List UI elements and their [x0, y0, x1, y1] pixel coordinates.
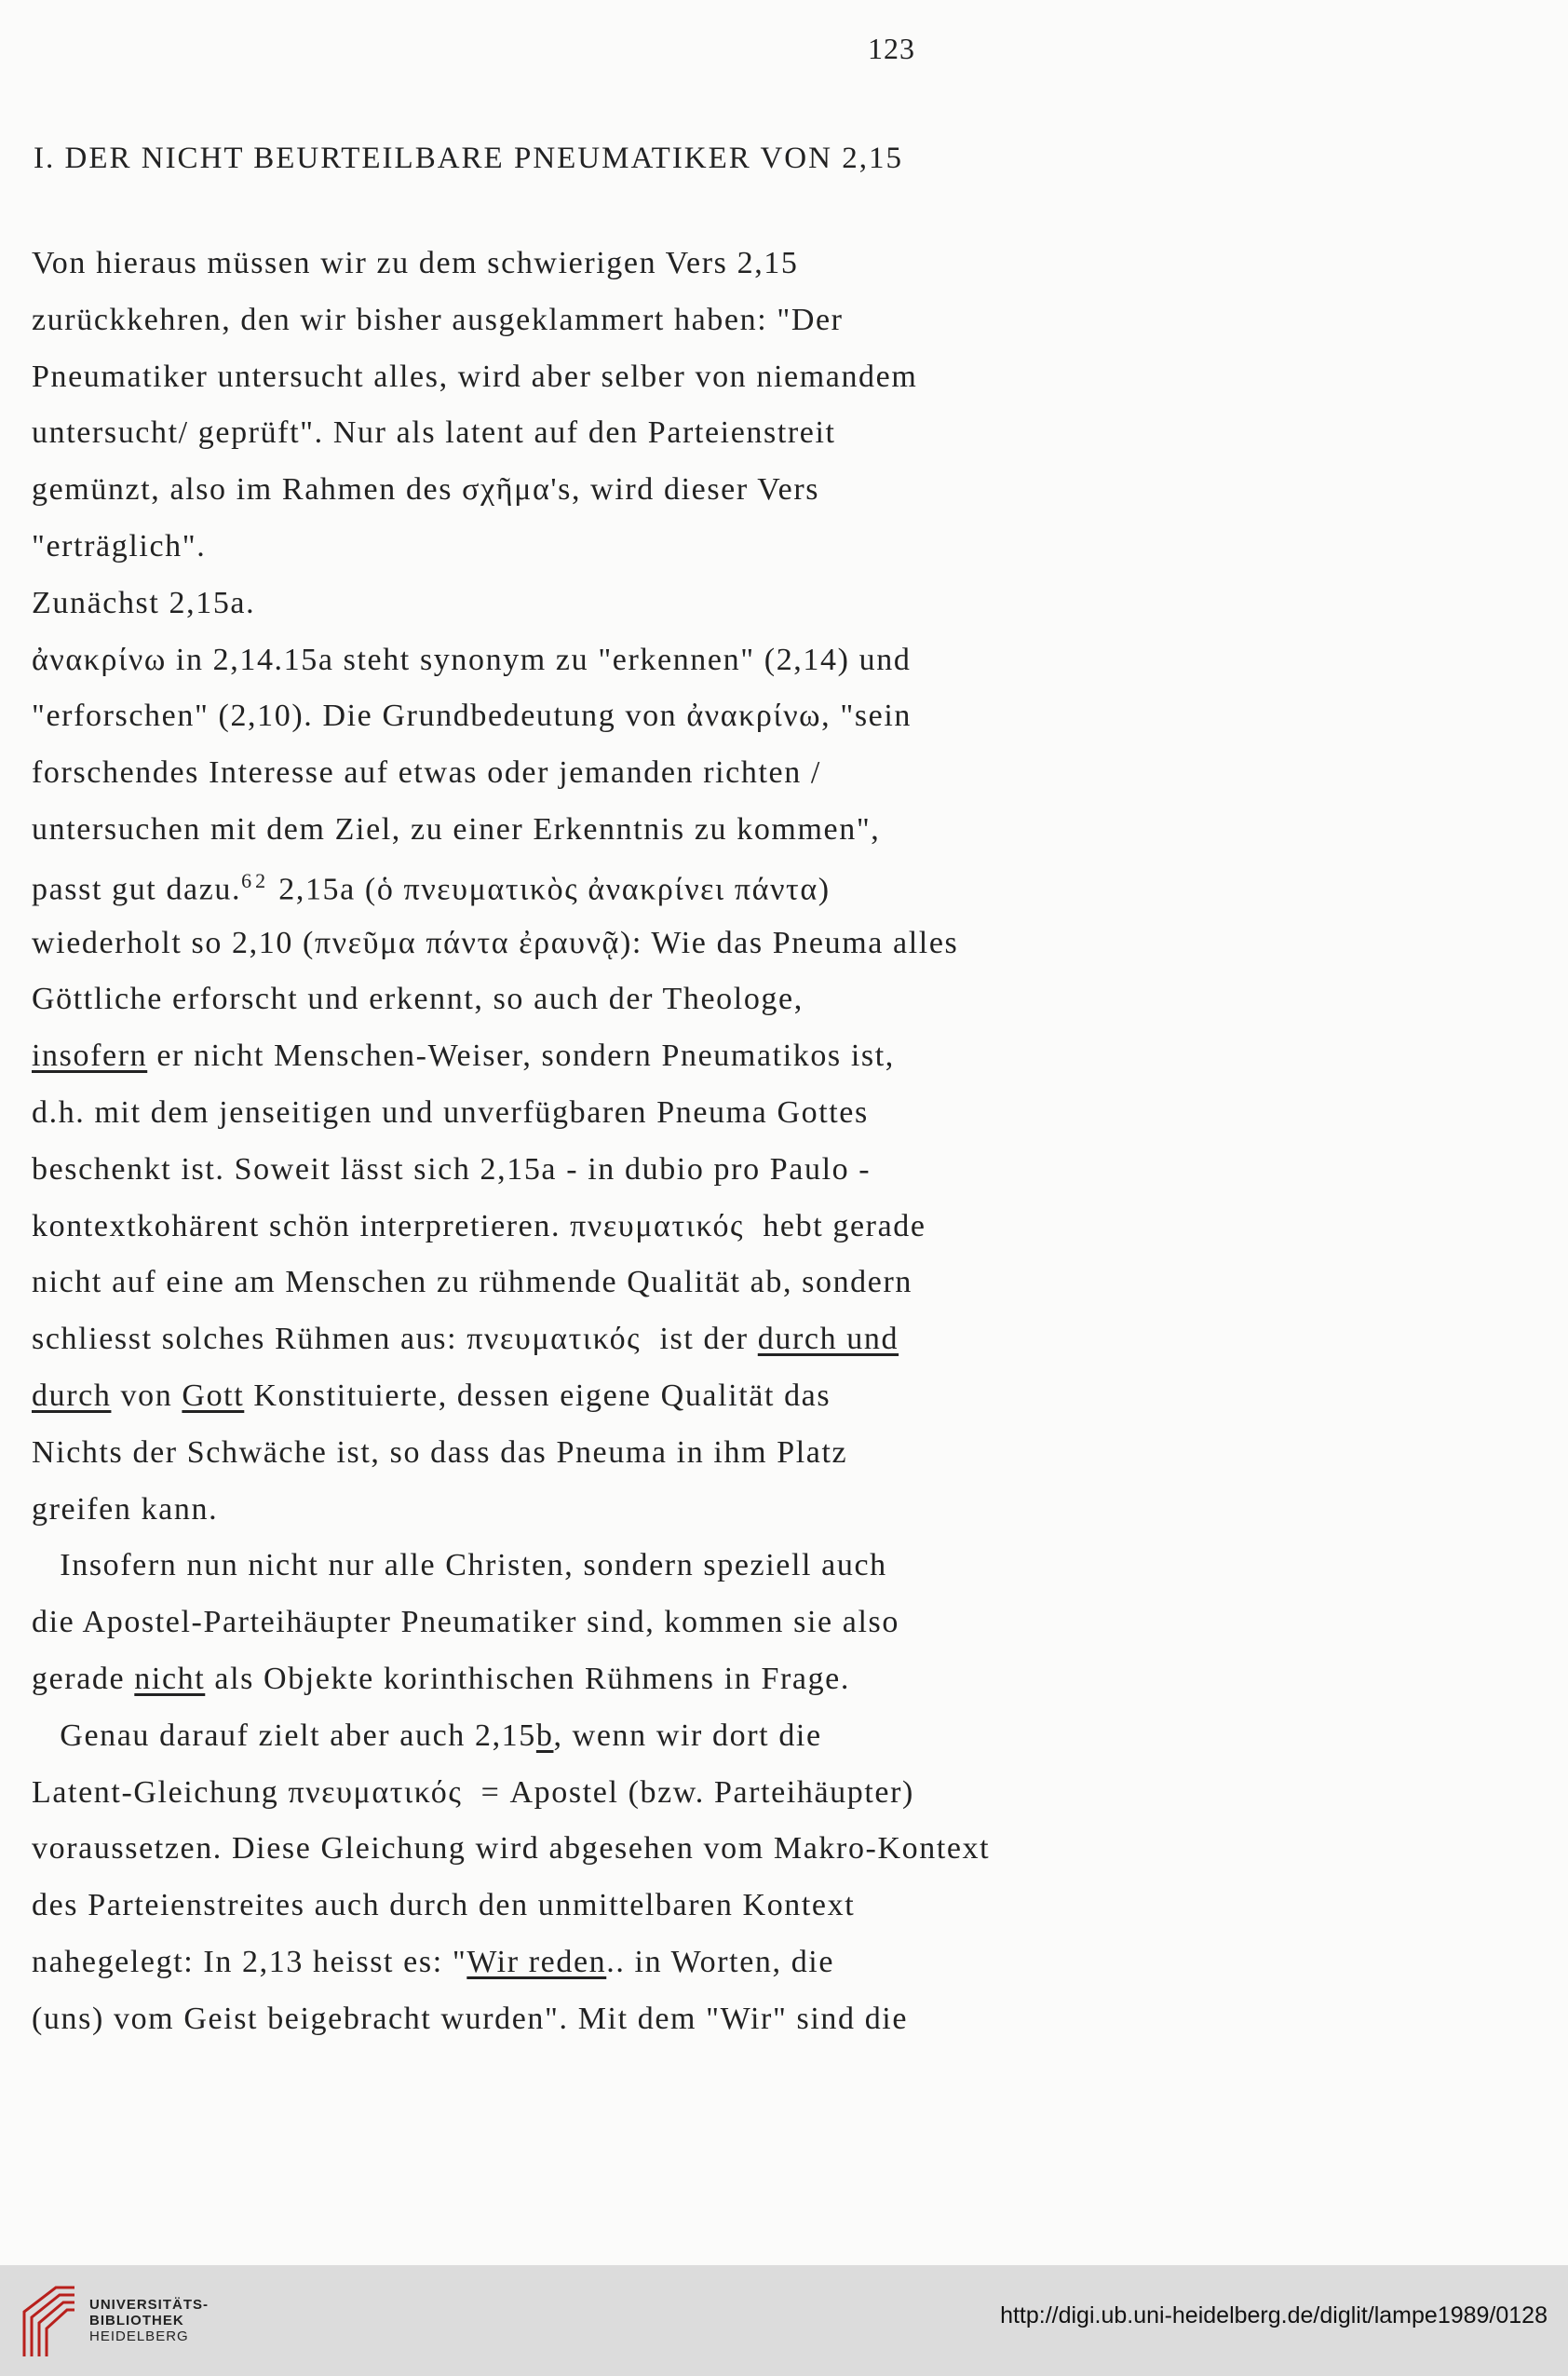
library-name: [89, 2297, 209, 2344]
text-segment: , wenn wir dort die: [553, 1718, 822, 1753]
text-line: [32, 643, 911, 678]
text-line: [32, 529, 206, 564]
text-line: [32, 1378, 831, 1414]
text-line: [32, 1888, 855, 1923]
text-segment: "erforschen" (2,10). Die Grundbedeutung von ἀνακρίνω, "sein: [32, 699, 912, 734]
text-segment: schliesst solches Rühmen aus: πνευματικός ist der: [32, 1322, 758, 1357]
text-line: [32, 303, 844, 338]
text-line: [32, 360, 917, 395]
text-line: [32, 812, 880, 848]
text-line: [32, 472, 819, 508]
text-segment: gerade: [32, 1662, 135, 1696]
text-line: [32, 1775, 914, 1811]
text-line: [32, 415, 836, 451]
text-segment: Von hieraus müssen wir zu dem schwierigen Vers 2,15: [32, 246, 799, 280]
text-segment: passt gut dazu.: [32, 872, 242, 907]
text-segment: Pneumatiker untersucht alles, wird aber selber von niemandem: [32, 359, 918, 394]
underlined-text: Gott: [182, 1378, 245, 1413]
text-segment: als Objekte korinthischen Rühmens in Frage.: [205, 1662, 850, 1696]
page-number: 123: [868, 32, 915, 65]
library-logo-icon: [19, 2284, 80, 2362]
text-line: [32, 1095, 869, 1131]
text-line: [32, 586, 255, 621]
text-segment: Genau darauf zielt aber auch 2,15: [32, 1718, 536, 1753]
text-segment: (uns) vom Geist beigebracht wurden". Mit dem "Wir" sind die: [32, 2001, 909, 2036]
text-line: [32, 1831, 990, 1867]
text-segment: gemünzt, also im Rahmen des σχῆμα's, wird dieser Vers: [32, 472, 820, 508]
text-line: [32, 982, 804, 1017]
text-segment: voraussetzen. Diese Gleichung wird abgesehen vom Makro-Kontext: [32, 1831, 991, 1867]
text-line: [32, 1322, 899, 1357]
text-segment: beschenkt ist. Soweit lässt sich 2,15a - in dubio pro Paulo -: [32, 1151, 872, 1187]
underlined-text: durch: [32, 1378, 112, 1413]
text-segment: nahegelegt: In 2,13 heisst es: ": [32, 1945, 467, 1979]
underlined-text: b: [535, 1718, 554, 1753]
text-segment: 2,15a (ὁ πνευματικὸς ἀνακρίνει πάντα): [269, 872, 831, 907]
text-line: [32, 926, 958, 961]
text-segment: kontextkohärent schön interpretieren. πνευματικός hebt gerade: [32, 1208, 926, 1243]
text-segment: untersuchen mit dem Ziel, zu einer Erkenntnis zu kommen",: [32, 812, 881, 847]
text-segment: des Parteienstreites auch durch den unmittelbaren Kontext: [32, 1888, 856, 1923]
text-line: [32, 1605, 899, 1640]
text-line: [32, 2002, 908, 2037]
library-name-line2: BIBLIOTHEK: [89, 2313, 184, 2328]
text-segment: Latent-Gleichung πνευματικός = Apostel (bzw. Parteihäupter): [32, 1774, 914, 1810]
text-segment: die Apostel-Parteihäupter Pneumatiker sind, kommen sie also: [32, 1605, 899, 1640]
text-segment: Insofern nun nicht nur alle Christen, sondern speziell auch: [32, 1548, 887, 1583]
text-segment: d.h. mit dem jenseitigen und unverfügbaren Pneuma Gottes: [32, 1095, 869, 1130]
text-line: [32, 1548, 887, 1583]
text-line: [32, 1152, 871, 1188]
text-segment: Konstituierte, dessen eigene Qualität das: [244, 1378, 831, 1413]
text-segment: nicht auf eine am Menschen zu rühmende Qualität ab, sondern: [32, 1265, 912, 1300]
text-line: [32, 755, 821, 791]
text-line: [32, 1662, 850, 1697]
underlined-text: insofern: [32, 1039, 148, 1074]
text-line: [32, 1492, 218, 1527]
underlined-text: durch und: [757, 1322, 899, 1357]
text-line: [32, 246, 799, 281]
text-segment: forschendes Interesse auf etwas oder jemanden richten /: [32, 755, 821, 791]
text-segment: Zunächst 2,15a.: [32, 585, 256, 620]
section-heading: I. DER NICHT BEURTEILBARE PNEUMATIKER VON 2,15: [34, 142, 903, 175]
text-line: [32, 869, 831, 907]
text-segment: er nicht Menschen-Weiser, sondern Pneumatikos ist,: [147, 1039, 895, 1074]
text-line: [32, 1945, 834, 1980]
text-line: [32, 1039, 895, 1074]
underlined-text: nicht: [134, 1662, 206, 1696]
text-line: [32, 1718, 822, 1754]
text-line: [32, 1209, 926, 1244]
text-segment: "erträglich".: [32, 529, 207, 563]
library-name-line1: UNIVERSITÄTS-: [89, 2297, 210, 2313]
text-segment: wiederholt so 2,10 (πνεῦμα πάντα ἐραυνᾷ): Wie das Pneuma alles: [32, 925, 959, 960]
text-segment: Nichts der Schwäche ist, so dass das Pneuma in ihm Platz: [32, 1434, 848, 1470]
text-segment: von: [111, 1378, 182, 1413]
text-segment: ἀνακρίνω in 2,14.15a steht synonym zu "erkennen" (2,14) und: [32, 642, 912, 677]
footer-bar: [0, 2265, 1568, 2376]
source-url-link[interactable]: http://digi.ub.uni-heidelberg.de/diglit/lampe1989/0128: [1000, 2302, 1548, 2328]
text-segment: zurückkehren, den wir bisher ausgeklammert haben: "Der: [32, 302, 844, 337]
underlined-text: Wir reden: [466, 1945, 607, 1979]
text-segment: greifen kann.: [32, 1491, 219, 1527]
text-line: [32, 699, 912, 734]
text-line: [32, 1265, 912, 1300]
footnote-ref: 62: [241, 868, 270, 892]
text-segment: untersucht/ geprüft". Nur als latent auf den Parteienstreit: [32, 415, 836, 451]
text-line: [32, 1435, 847, 1471]
library-name-line3: HEIDELBERG: [89, 2328, 189, 2344]
text-segment: .. in Worten, die: [606, 1945, 835, 1979]
text-segment: Göttliche erforscht und erkennt, so auch der Theologe,: [32, 982, 804, 1017]
